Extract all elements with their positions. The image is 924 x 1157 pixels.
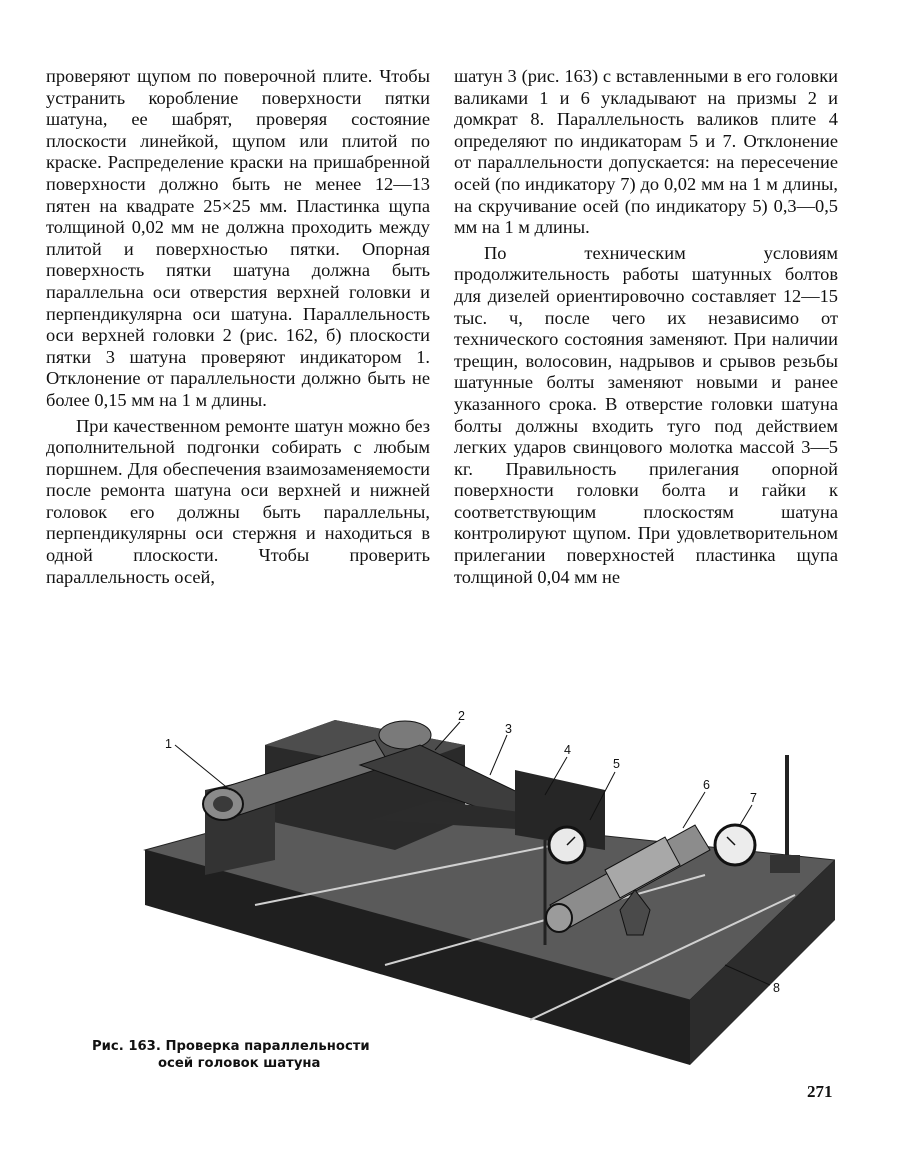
figure-connecting-rod-fixture xyxy=(135,700,835,1080)
shaft-1-bore xyxy=(213,796,233,812)
caption-line-1: Рис. 163. Проверка параллельности xyxy=(92,1039,370,1054)
shaft-6-end xyxy=(546,904,572,932)
paragraph: При качественном ремонте шатун можно без дополнительной подгонки собирать с любым поршнем. Для обеспечения взаимозаменяемости после ремонта шатуна оси верхней и нижней головок его должны быть параллельны, перпендикулярны оси стержня и находиться в одной плоскости. Чтобы проверить параллельность осей, xyxy=(46,415,430,587)
left-text-column xyxy=(46,66,430,592)
rod-clamp xyxy=(770,855,800,873)
callout-leader xyxy=(490,735,507,775)
callout-6: 6 xyxy=(703,778,710,792)
page-number: 271 xyxy=(807,1082,833,1101)
paragraph: проверяют щупом по поверочной плите. Чтобы устранить коробление поверхности пятки шатуна, ее шабрят, проверяя состояние плоскости линейкой, щупом или плитой по краске. Распределение краски на пришабренной поверхности должно быть не менее 12—13 пятен на квадрате 25×25 мм. Пластинка щупа толщиной 0,02 мм не должна проходить между плитой и поверхностью пятки. Опорная поверхность пятки шатуна должна быть параллельна оси отверстия верхней головки и перпендикулярна оси шатуна. Параллельность оси верхней головки 2 (рис. 162, б) плоскости пятки 3 шатуна проверяют индикатором 1. Отклонение от параллельности должно быть не более 0,15 мм на 1 м длины. xyxy=(46,66,430,410)
callout-2: 2 xyxy=(458,709,465,723)
figure-caption xyxy=(92,1038,370,1072)
paragraph: По техническим условиям продолжительность работы шатунных болтов для дизелей ориентировочно составляет 12—15 тыс. ч, после чего их независимо от технического состояния заменяют. При наличии трещин, волосовин, надрывов и срывов резьбы шатунные болты заменяют новыми и ранее указанного срока. В отверстие головки шатуна болты должны входить туго под действием легких ударов свинцового молотка массой 3—5 кг. Правильность прилегания опорной поверхности головки болта и гайки к соответствующим плоскостям шатуна контролируют щупом. При удовлетворительном прилегании поверхностей пластинка щупа толщиной 0,04 мм не xyxy=(454,242,838,587)
upper-head-pin xyxy=(379,721,431,749)
callout-4: 4 xyxy=(564,743,571,757)
callout-7: 7 xyxy=(750,791,757,805)
right-text-column xyxy=(454,66,838,592)
callout-leader xyxy=(740,805,752,825)
callout-5: 5 xyxy=(613,757,620,771)
fixture-illustration xyxy=(135,700,835,1080)
callout-leader xyxy=(683,792,705,828)
callout-leader xyxy=(175,745,230,790)
caption-line-2: осей головок шатуна xyxy=(158,1056,321,1071)
callout-8: 8 xyxy=(773,981,780,995)
callout-1: 1 xyxy=(165,737,172,751)
callout-3: 3 xyxy=(505,722,512,736)
paragraph: шатун 3 (рис. 163) с вставленными в его головки валиками 1 и 6 укладывают на призмы 2 и домкрат 8. Параллельность валиков плите 4 определяют по индикаторам 5 и 7. Отклонение от параллельности допускается: на пересечение осей (по индикатору 7) до 0,02 мм на 1 м длины, на скручивание осей (по индикатору 5) 0,3—0,5 мм на 1 м длины. xyxy=(454,66,838,238)
